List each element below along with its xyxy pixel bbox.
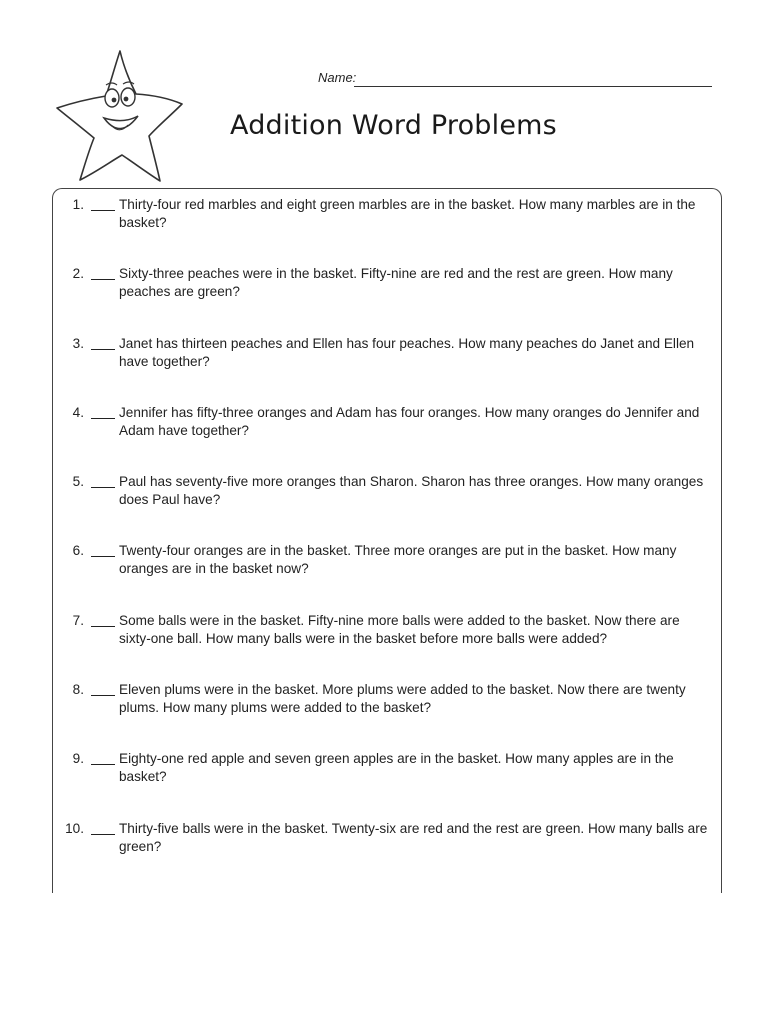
answer-blank[interactable] <box>91 764 115 765</box>
answer-blank[interactable] <box>91 487 115 488</box>
problem-item <box>0 750 768 800</box>
answer-blank[interactable] <box>91 626 115 627</box>
problem-item <box>0 196 768 246</box>
problem-number: 7. <box>72 613 84 628</box>
problem-item <box>0 473 768 523</box>
answer-blank[interactable] <box>91 695 115 696</box>
problem-number: 2. <box>72 266 84 281</box>
problem-text: Sixty-three peaches were in the basket. Fifty-nine are red and the rest are green. How many peaches are green? <box>119 266 673 299</box>
problem-text: Paul has seventy-five more oranges than Sharon. Sharon has three oranges. How many oranges does Paul have? <box>119 474 704 507</box>
answer-blank[interactable] <box>91 349 115 350</box>
problem-text: Jennifer has fifty-three oranges and Adam has four oranges. How many oranges do Jennifer and Adam have together? <box>119 405 700 438</box>
answer-blank[interactable] <box>91 834 115 835</box>
problem-item <box>0 820 768 870</box>
problem-number: 8. <box>72 682 84 697</box>
answer-blank[interactable] <box>91 418 115 419</box>
problem-text: Some balls were in the basket. Fifty-nine more balls were added to the basket. Now there are sixty-one ball. How many balls were in the basket before more balls were added? <box>119 613 680 646</box>
problem-item <box>0 681 768 731</box>
problem-number: 3. <box>72 336 84 351</box>
page-title: Addition Word Problems <box>230 110 557 141</box>
problem-text: Eighty-one red apple and seven green apples are in the basket. How many apples are in the basket? <box>119 751 674 784</box>
smiling-star-icon <box>54 48 186 184</box>
problem-item <box>0 542 768 592</box>
name-label: Name: <box>318 70 357 85</box>
answer-blank[interactable] <box>91 279 115 280</box>
problem-number: 4. <box>72 405 84 420</box>
problem-number: 9. <box>72 751 84 766</box>
problem-text: Twenty-four oranges are in the basket. Three more oranges are put in the basket. How many oranges are in the basket now? <box>119 543 677 576</box>
problem-text: Janet has thirteen peaches and Ellen has four peaches. How many peaches do Janet and Ellen have together? <box>119 336 695 369</box>
problem-item <box>0 335 768 385</box>
problem-number: 1. <box>72 197 84 212</box>
problem-number: 10. <box>65 821 84 836</box>
answer-blank[interactable] <box>91 210 115 211</box>
problem-text: Thirty-four red marbles and eight green marbles are in the basket. How many marbles are in the basket? <box>119 197 696 230</box>
name-field-line[interactable] <box>354 86 712 87</box>
problem-item <box>0 265 768 315</box>
answer-blank[interactable] <box>91 556 115 557</box>
problem-number: 5. <box>72 474 84 489</box>
problem-item <box>0 612 768 662</box>
problem-text: Thirty-five balls were in the basket. Twenty-six are red and the rest are green. How many balls are green? <box>119 821 708 854</box>
problem-text: Eleven plums were in the basket. More plums were added to the basket. Now there are twenty plums. How many plums were added to the basket? <box>119 682 686 715</box>
problem-item <box>0 404 768 454</box>
problem-number: 6. <box>72 543 84 558</box>
